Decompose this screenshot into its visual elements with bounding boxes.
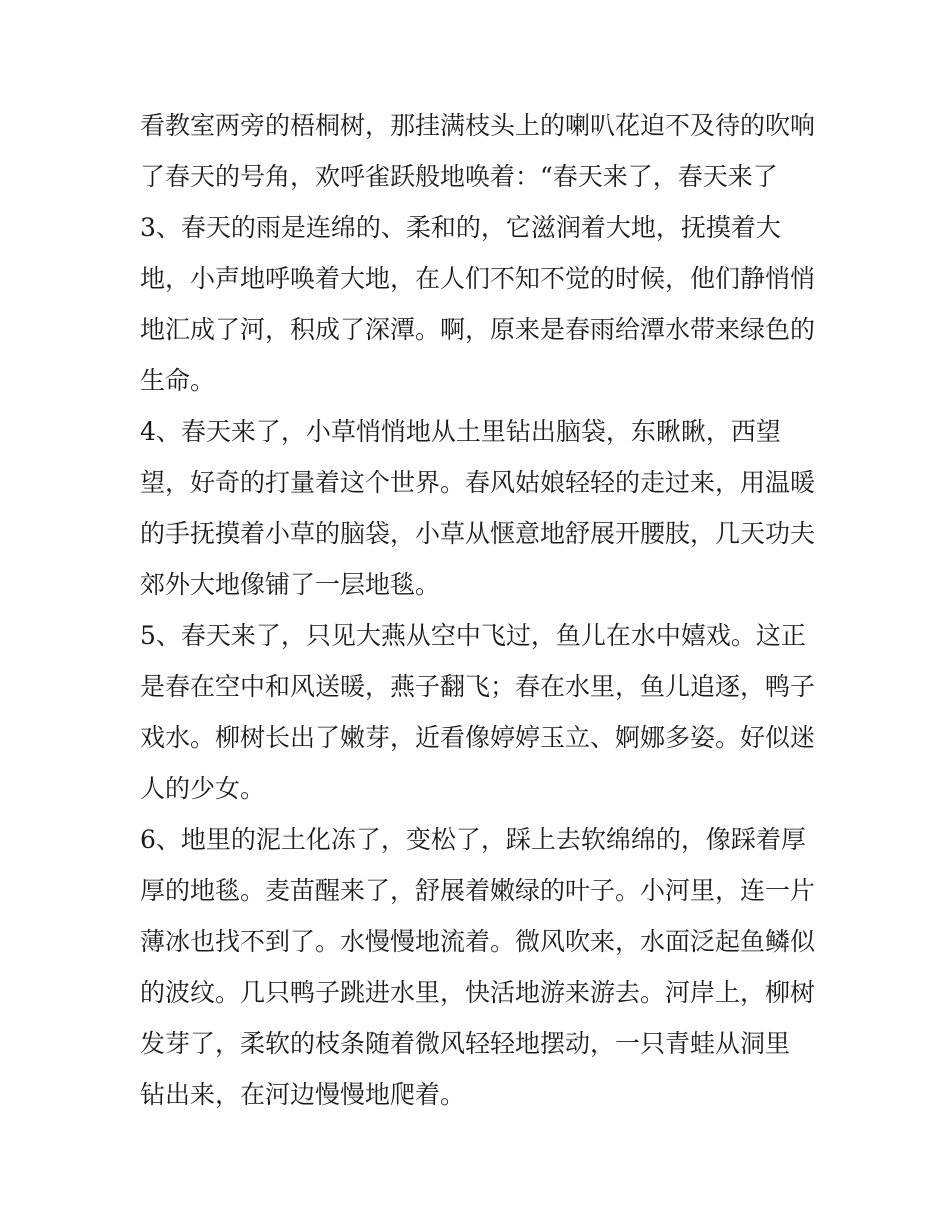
text-line: 的手抚摸着小草的脑袋，小草从惬意地舒展开腰肢，几天功夫	[140, 519, 816, 548]
text-line: 发芽了，柔软的枝条随着微风轻轻地摆动，一只青蛙从洞里	[140, 1029, 791, 1058]
text-line: 看教室两旁的梧桐树，那挂满枝头上的喇叭花迫不及待的吹响	[140, 111, 816, 140]
text-line: 4、春天来了，小草悄悄地从土里钻出脑袋，东瞅瞅，西望	[140, 417, 781, 446]
text-line: 郊外大地像铺了一层地毯。	[140, 570, 441, 599]
text-line: 人的少女。	[140, 774, 266, 803]
text-line: 地，小声地呼唤着大地，在人们不知不觉的时候，他们静悄悄	[140, 264, 816, 293]
text-line: 6、地里的泥土化冻了，变松了，踩上去软绵绵的，像踩着厚	[140, 825, 806, 854]
text-line: 的波纹。几只鸭子跳进水里，快活地游来游去。河岸上，柳树	[140, 978, 816, 1007]
text-line: 地汇成了河，积成了深潭。啊，原来是春雨给潭水带来绿色的	[140, 315, 816, 344]
text-line: 3、春天的雨是连绵的、柔和的，它滋润着大地，抚摸着大	[140, 213, 781, 242]
text-line: 薄冰也找不到了。水慢慢地流着。微风吹来，水面泛起鱼鳞似	[140, 927, 816, 956]
text-line: 钻出来，在河边慢慢地爬着。	[140, 1080, 466, 1109]
text-line: 5、春天来了，只见大燕从空中飞过，鱼儿在水中嬉戏。这正	[140, 621, 806, 650]
text-line: 生命。	[140, 366, 216, 395]
text-line: 了春天的号角，欢呼雀跃般地唤着：“春天来了，春天来了	[140, 162, 778, 191]
body-text	[140, 100, 820, 1120]
text-line: 是春在空中和风送暖，燕子翻飞；春在水里，鱼儿追逐，鸭子	[140, 672, 816, 701]
text-line: 望，好奇的打量着这个世界。春风姑娘轻轻的走过来，用温暖	[140, 468, 816, 497]
text-line: 戏水。柳树长出了嫩芽，近看像婷婷玉立、婀娜多姿。好似迷	[140, 723, 816, 752]
text-line: 厚的地毯。麦苗醒来了，舒展着嫩绿的叶子。小河里，连一片	[140, 876, 816, 905]
